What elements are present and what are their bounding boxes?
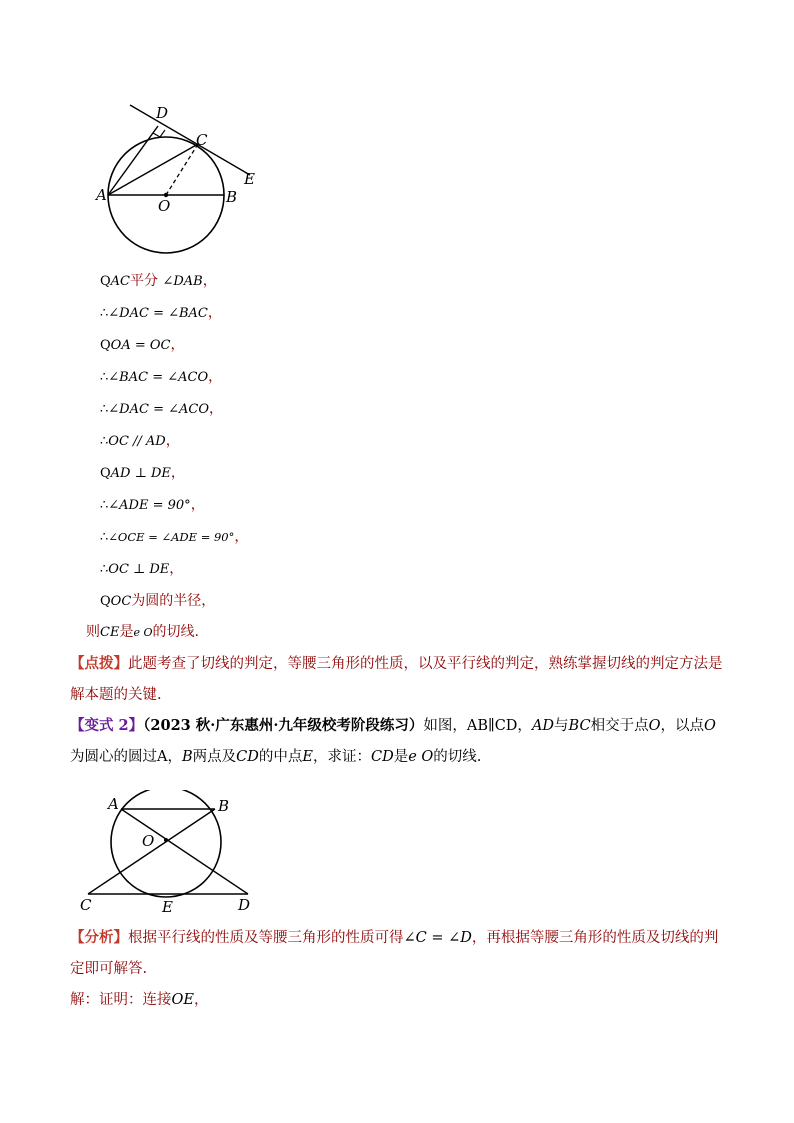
proof-step-5 (100, 400, 223, 419)
label-b: B (226, 188, 238, 206)
analysis-tag: 【分析】 (70, 929, 128, 946)
variant-source: （2023 秋·广东惠州·九年级校考阶段练习） (143, 717, 424, 734)
text-then: 则 (86, 624, 100, 640)
comma: ， (202, 273, 217, 289)
math-expression: OA = OC (110, 338, 171, 353)
math-expression: AD ⊥ DE (110, 466, 171, 481)
variant-text: 两点及 (192, 749, 237, 765)
comma: ， (208, 401, 223, 417)
label-o: O (142, 832, 155, 850)
proof-step-2 (100, 304, 222, 323)
text-tangent: 的切线. (152, 624, 199, 640)
math-expression: ∠ADE = 90° (108, 498, 191, 513)
label-e: E (162, 898, 173, 916)
variant-tag: 【变式 2】 (70, 717, 144, 734)
math-expression: OC ⊥ DE (108, 562, 170, 577)
math-o: O (648, 718, 661, 734)
math-angle-c-eq-d: ∠C = ∠D (403, 930, 472, 946)
text-is: 是 (119, 624, 134, 640)
dashed-oc (166, 144, 198, 195)
center-point (164, 838, 168, 842)
math-expression: ∠DAC = ∠ACO (108, 402, 209, 417)
math-expression: ∠BAC = ∠ACO (108, 370, 209, 385)
math-circle-o: e O (408, 749, 434, 765)
proof-step-9 (100, 528, 248, 547)
figure-1-circle-tangent (90, 100, 270, 260)
comma: ， (193, 992, 209, 1008)
because-symbol: Q (100, 274, 111, 289)
math-ac: AC (110, 274, 131, 289)
dianbo-paragraph (70, 648, 730, 711)
therefore-symbol: ∴ (100, 370, 109, 385)
math-o: O (703, 718, 716, 734)
comma: ， (208, 369, 223, 385)
text-bisects: 平分 (130, 273, 159, 289)
label-a: A (108, 795, 119, 813)
comma: ， (234, 529, 249, 545)
solution-text: 解：证明：连接 (70, 992, 172, 1008)
label-o: O (158, 197, 171, 215)
variant-2-paragraph (70, 710, 730, 773)
proof-step-11 (100, 592, 215, 611)
proof-step-12 (86, 623, 199, 642)
math-oc: OC (110, 594, 132, 609)
segment-ac (108, 144, 198, 195)
segment-bc (88, 809, 215, 894)
analysis-text: 根据平行线的性质及等腰三角形的性质可得 (128, 930, 404, 946)
math-expression: OC // AD (108, 434, 166, 449)
variant-text: 与 (554, 718, 569, 734)
math-e: E (302, 749, 313, 765)
math-expression: ∠DAC = ∠BAC (108, 306, 208, 321)
variant-text: 的切线. (433, 749, 482, 765)
therefore-symbol: ∴ (100, 498, 109, 513)
proof-step-3 (100, 336, 184, 355)
math-circle-o: e O (133, 626, 153, 639)
label-c: C (196, 131, 208, 149)
math-cd: CD (370, 749, 394, 765)
analysis-paragraph (70, 922, 730, 985)
comma: ， (169, 561, 184, 577)
math-angle-dab: ∠DAB (162, 274, 203, 289)
label-d: D (238, 896, 251, 914)
proof-step-10 (100, 560, 183, 579)
figure-2-circle-crossing (76, 790, 266, 920)
comma: ， (170, 337, 185, 353)
variant-text: 相交于点 (590, 718, 649, 734)
because-symbol: Q (100, 594, 111, 609)
variant-text: 是 (393, 749, 409, 765)
math-ad: AD (531, 718, 555, 734)
dianbo-tag: 【点拨】 (70, 655, 128, 672)
dianbo-text: 此题考查了切线的判定，等腰三角形的性质，以及平行线的判定，熟练掌握切线的判定方法是解本题的关键. (70, 656, 723, 703)
label-b: B (218, 797, 230, 815)
proof-step-1 (100, 272, 217, 291)
proof-step-8 (100, 496, 205, 515)
therefore-symbol: ∴ (100, 306, 109, 321)
segment-ad (108, 126, 158, 195)
comma: ， (207, 305, 222, 321)
variant-text: ，求证： (312, 749, 371, 765)
segment-ad (121, 809, 248, 894)
therefore-symbol: ∴ (100, 562, 109, 577)
math-bc: BC (568, 718, 591, 734)
variant-text: ，以点 (660, 718, 704, 734)
math-b: B (181, 749, 193, 765)
comma: ， (170, 465, 185, 481)
because-symbol: Q (100, 338, 111, 353)
math-ce: CE (100, 625, 120, 640)
label-c: C (80, 896, 92, 914)
variant-text: 如图，AB∥CD， (423, 718, 532, 734)
label-d: D (156, 104, 169, 122)
therefore-symbol: ∴ (100, 530, 109, 545)
therefore-symbol: ∴ (100, 402, 109, 417)
proof-step-6 (100, 432, 180, 451)
math-cd: CD (236, 749, 259, 765)
math-oe: OE (171, 992, 194, 1008)
therefore-symbol: ∴ (100, 434, 109, 449)
because-symbol: Q (100, 466, 111, 481)
variant-text: 为圆心的圆过A， (70, 749, 182, 765)
label-a: A (96, 186, 107, 204)
solution-line (70, 985, 730, 1016)
proof-step-7 (100, 464, 185, 483)
analysis-text: ，再根据等腰三角形的性质及切线的判定即可解答. (70, 930, 719, 977)
math-expression: ∠OCE = ∠ADE = 90° (108, 530, 235, 544)
text-radius: 为圆的半径， (131, 593, 216, 609)
comma: ， (165, 433, 180, 449)
comma: ， (190, 497, 205, 513)
circle-o (111, 790, 221, 897)
label-e: E (244, 170, 255, 188)
variant-text: 的中点 (258, 749, 303, 765)
proof-step-4 (100, 368, 222, 387)
